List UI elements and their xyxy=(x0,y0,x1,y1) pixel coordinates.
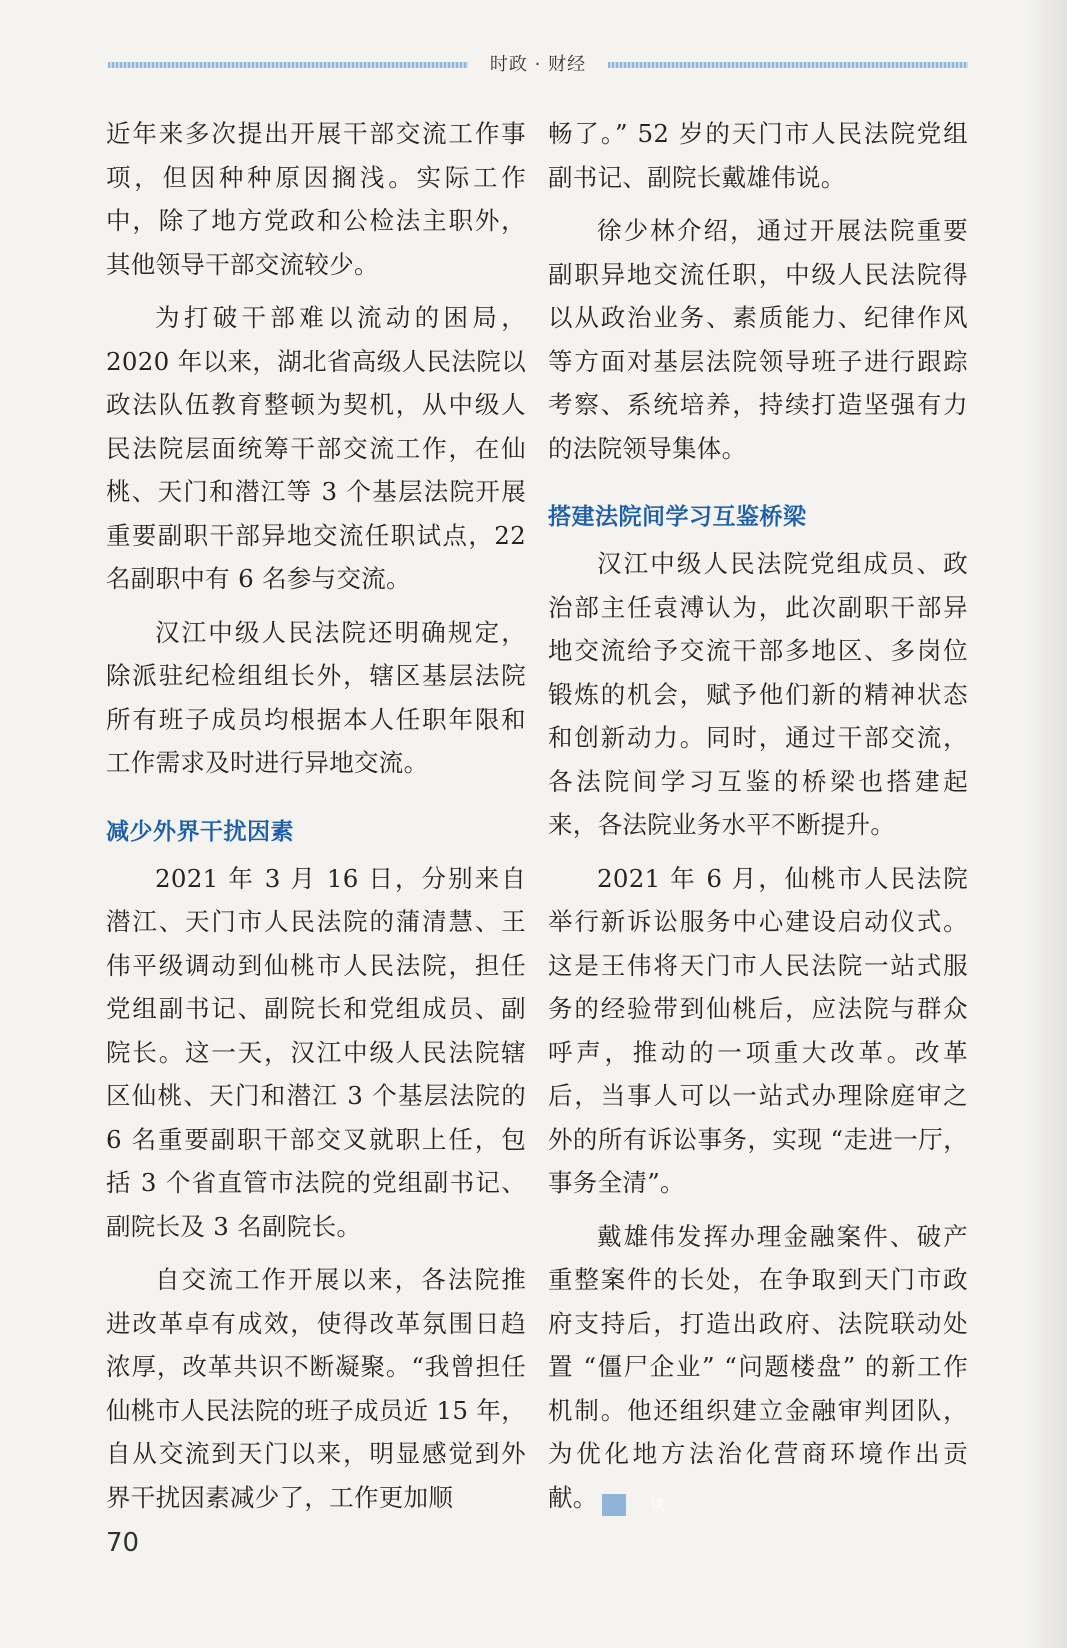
paragraph xyxy=(548,1215,968,1520)
header-rule-left xyxy=(108,62,468,68)
right-column xyxy=(548,112,968,1529)
left-column xyxy=(106,112,526,1529)
paragraph-text: 戴雄伟发挥办理金融案件、破产重整案件的长处，在争取到天门市政府支持后，打造出政府、法院联动处置 “僵尸企业” “问题楼盘” 的新工作机制。他还组织建立金融审判团队，为优化地方法治化营商环境作出贡献。 xyxy=(548,1221,968,1512)
section-label: 时政 · 财经 xyxy=(489,54,587,75)
paragraph: 为打破干部难以流动的困局，2020 年以来，湖北省高级人民法院以政法队伍教育整顿为契机，从中级人民法院层面统筹干部交流工作，在仙桃、天门和潜江等 3 个基层法院开展重要副职干部异地交流任职试点，22 名副职中有 6 名参与交流。 xyxy=(106,303,526,593)
section-heading: 搭建法院间学习互鉴桥梁 xyxy=(548,504,807,530)
paragraph: 畅了。” 52 岁的天门市人民法院党组副书记、副院长戴雄伟说。 xyxy=(548,119,968,192)
section-heading: 减少外界干扰因素 xyxy=(106,818,294,845)
paragraph: 2021 年 3 月 16 日，分别来自潜江、天门市人民法院的蒲清慧、王伟平级调动到仙桃市人民法院，担任党组副书记、副院长和党组成员、副院长。这一天，汉江中级人民法院辖区仙桃、天门和潜江 3 个基层法院的 6 名重要副职干部交叉就职上任，包括 3 个省直管市法院的党组副书记、副院长及 3 名副院长。 xyxy=(106,863,526,1241)
running-header xyxy=(108,50,968,76)
paragraph: 徐少林介绍，通过开展法院重要副职异地交流任职，中级人民法院得以从政治业务、素质能力、纪律作风等方面对基层法院领导班子进行跟踪考察、系统培养，持续打造坚强有力的法院领导集体。 xyxy=(548,216,968,463)
paragraph: 自交流工作开展以来，各法院推进改革卓有成效，使得改革氛围日趋浓厚，改革共识不断凝聚。“我曾担任仙桃市人民法院的班子成员近 15 年，自从交流到天门以来，明显感觉到外界干扰因素减少了，工作更加顺 xyxy=(106,1265,526,1512)
paragraph: 2021 年 6 月，仙桃市人民法院举行新诉讼服务中心建设启动仪式。这是王伟将天门市人民法院一站式服务的经验带到仙桃后，应法院与群众呼声，推动的一项重大改革。改革后，当事人可以一站式办理除庭审之外的所有诉讼事务，实现 “走进一厅，事务全清”。 xyxy=(548,863,968,1197)
paragraph: 汉江中级人民法院党组成员、政治部主任袁溥认为，此次副职干部异地交流给予交流干部多地区、多岗位锻炼的机会，赋予他们新的精神状态和创新动力。同时，通过干部交流，各法院间学习互鉴的桥梁也搭建起来，各法院业务水平不断提升。 xyxy=(548,549,968,839)
paragraph: 近年来多次提出开展干部交流工作事项，但因种种原因搁浅。实际工作中，除了地方党政和公检法主职外，其他领导干部交流较少。 xyxy=(106,119,526,279)
header-rule-right xyxy=(608,62,968,68)
paragraph: 汉江中级人民法院还明确规定，除派驻纪检组组长外，辖区基层法院所有班子成员均根据本人任职年限和工作需求及时进行异地交流。 xyxy=(106,617,526,777)
article-end-mark-icon: 谈 xyxy=(602,1494,626,1516)
page-number: 70 xyxy=(106,1528,140,1558)
page-edge-shadow xyxy=(1027,0,1067,1648)
